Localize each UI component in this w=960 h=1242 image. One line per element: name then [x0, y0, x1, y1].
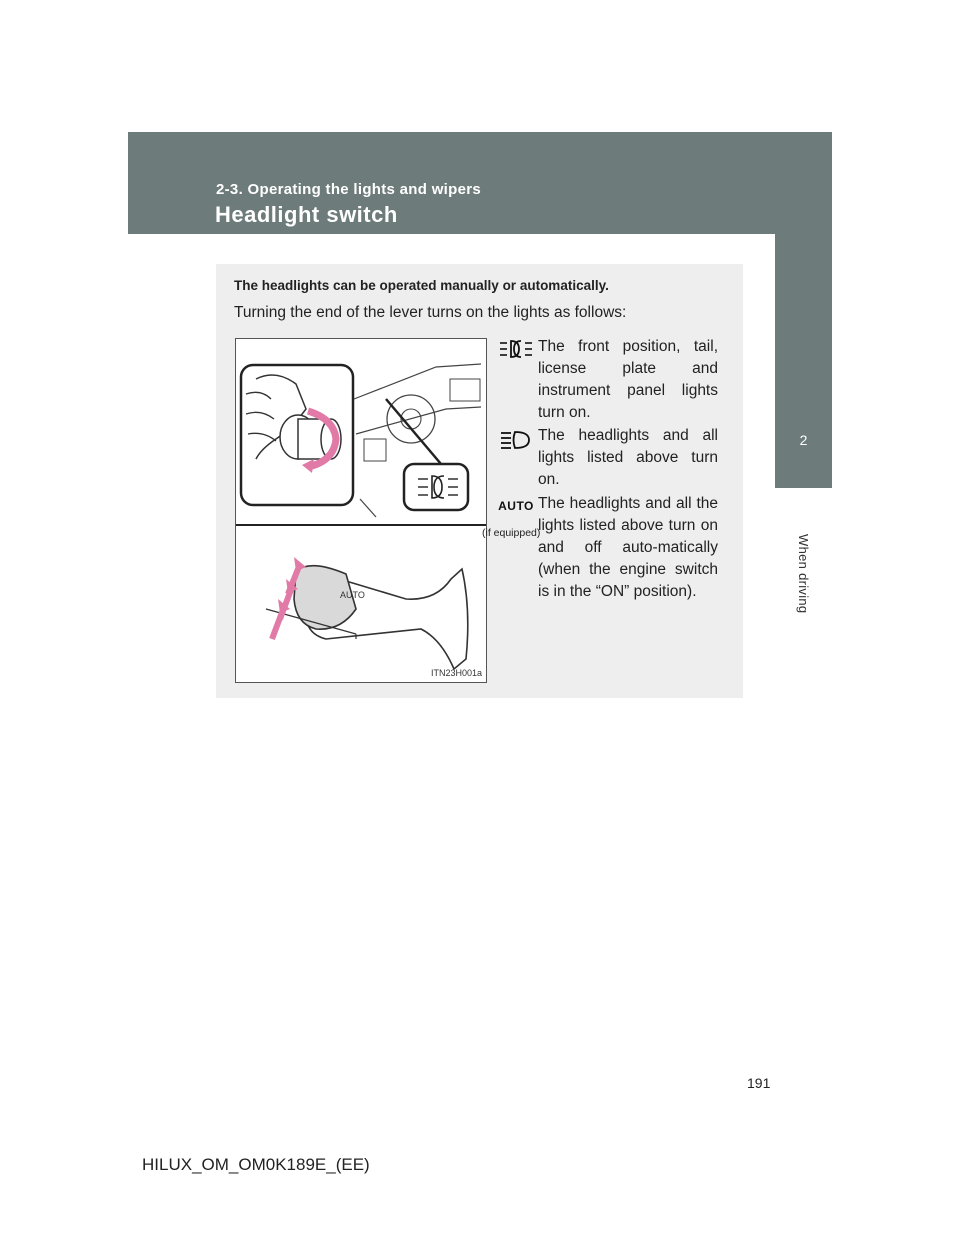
auto-icon: [482, 493, 541, 539]
chapter-header: [128, 132, 832, 234]
item-text: The headlights and all lights listed above turn on.: [538, 427, 718, 488]
auto-label: AUTO: [498, 499, 534, 513]
lever-illustration: [235, 338, 487, 683]
page-title: Headlight switch: [215, 202, 398, 227]
content-box: [216, 264, 743, 698]
if-equipped-note: (if equipped): [482, 527, 541, 539]
figure-code: ITN23H001a: [430, 668, 482, 678]
item-text: The front position, tail, license plate and instrument panel lights turn on.: [538, 338, 718, 421]
item-text: The headlights and all the lights listed above turn on and off auto-matically (when the engine switch is in the “ON” position).: [538, 495, 718, 600]
tail-light-icon: [492, 338, 540, 365]
side-tab: [775, 234, 832, 718]
chapter-label: When driving: [796, 534, 811, 614]
lead-text: Turning the end of the lever turns on the lights as follows:: [234, 304, 627, 321]
side-tab-bar: [775, 234, 832, 420]
footer-code: HILUX_OM_OM0K189E_(EE): [142, 1155, 370, 1174]
headlight-icon: [492, 429, 540, 456]
knob-label-auto: AUTO: [340, 590, 365, 600]
page-number: 191: [747, 1075, 771, 1091]
chapter-number: 2: [775, 420, 832, 488]
lever-drawing: [236, 339, 486, 682]
intro-text: The headlights can be operated manually or automatically.: [234, 278, 609, 293]
symbol-inset: [404, 464, 468, 510]
section-label: 2-3. Operating the lights and wipers: [216, 181, 482, 198]
